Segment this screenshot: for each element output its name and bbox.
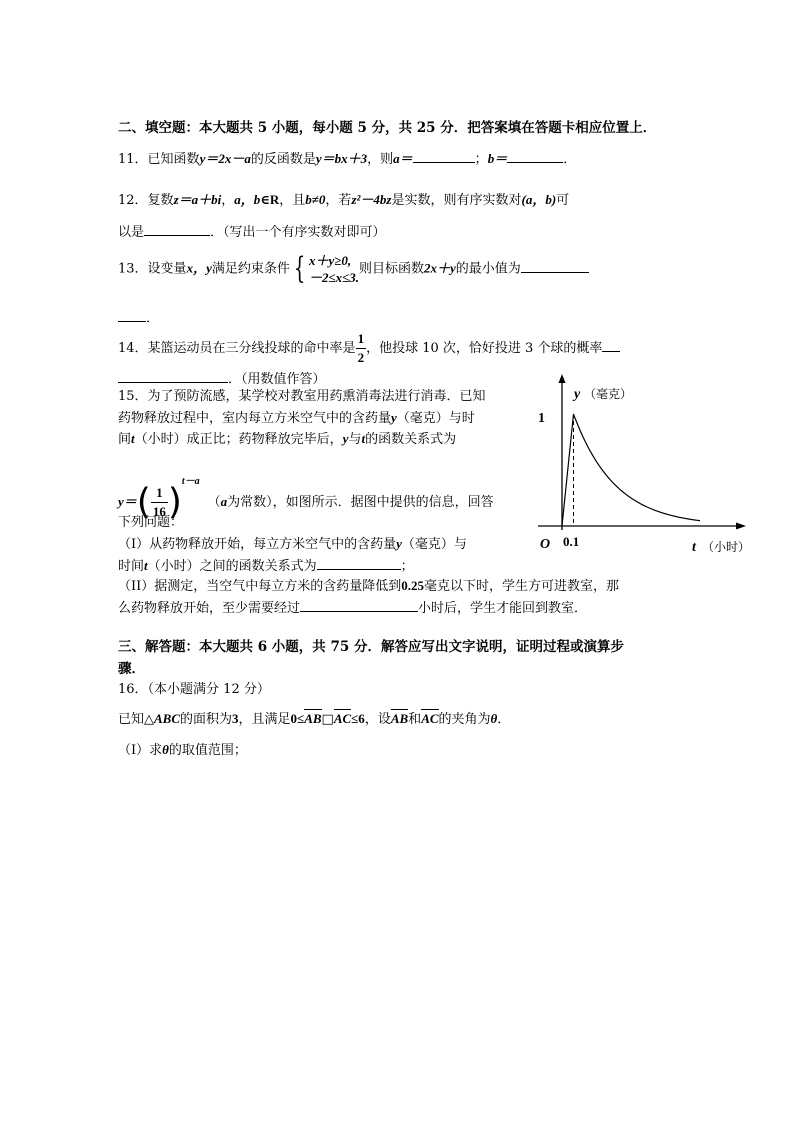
- q16-area: 3: [232, 711, 239, 726]
- q13-end: ．: [146, 311, 160, 326]
- q16-text: 已知△: [118, 712, 154, 727]
- q16-text: 的取值范围；: [168, 743, 247, 758]
- q15-formula-lhs: y＝: [118, 494, 137, 509]
- origin-label: O: [540, 537, 551, 552]
- section-3-heading-line1: 三、解答题：本大题共 6 小题，共 75 分．解答应写出文字说明，证明过程或演算步: [118, 639, 624, 655]
- question-14-line2: [118, 369, 326, 389]
- q12-vars: a，b∈: [234, 192, 270, 207]
- x-axis-arrow-icon: [736, 523, 746, 530]
- q13-text: 满足约束条件: [211, 261, 290, 277]
- q16-statement: [118, 710, 510, 729]
- q15-text: ；: [400, 559, 414, 574]
- q16-theta: θ: [490, 711, 498, 726]
- question-12-line1: [118, 191, 569, 210]
- q12-z-def: z＝a＋bi: [173, 192, 222, 207]
- q16-text: 的面积为: [180, 712, 233, 727]
- q11-text-c: ，则: [367, 152, 394, 167]
- q13-constraint-2: －2≤x≤3.: [308, 270, 359, 285]
- q14-fraction: [356, 330, 367, 367]
- q11-text-b: 的反函数是: [250, 152, 316, 167]
- q13-text: 的最小值为: [455, 261, 521, 277]
- q11-b-label: b＝: [487, 151, 508, 166]
- q15-var-t: t: [144, 558, 148, 573]
- q14-text: 某篮运动员在三分线投球的命中率是: [147, 341, 356, 356]
- q15-part1-line1: [118, 535, 467, 554]
- q13-number: 13．: [118, 261, 148, 277]
- q12-text: ，且: [279, 193, 306, 208]
- q12-answer-blank[interactable]: [144, 222, 210, 236]
- x-axis-var: t: [692, 540, 696, 555]
- q15-var-t: t: [131, 431, 135, 446]
- q11-number: 11．: [118, 152, 148, 167]
- q15-var-t: t: [361, 431, 366, 446]
- question-11: [118, 149, 576, 169]
- q16-ineq-left: 0≤: [290, 711, 305, 726]
- y-axis-var: y: [574, 387, 581, 402]
- q13-vars: x，y: [186, 260, 212, 276]
- q15-exponent: t－a: [181, 476, 200, 487]
- x-tick-label: 0.1: [563, 534, 580, 549]
- q12-number: 12．: [118, 193, 148, 208]
- q11-expr2: y＝bx＋3: [315, 151, 368, 166]
- q14-text: ．（用数值作答）: [228, 372, 326, 387]
- q15-text: 小时后，学生才能回到教室．: [418, 601, 588, 616]
- q12-text: 复数: [147, 193, 174, 208]
- section-3-heading-line2: 骤．: [118, 661, 145, 677]
- q15-line1: 15．为了预防流感，某学校对教室用药熏消毒法进行消毒．已知: [118, 389, 486, 404]
- q16-theta: θ: [162, 742, 169, 757]
- q16-text: 的夹角为: [438, 712, 491, 727]
- q15-text: （小时）成正比；药物释放完毕后，: [134, 432, 343, 447]
- q14-number: 14．: [118, 341, 148, 356]
- y-axis-arrow-icon: [559, 374, 566, 383]
- q15-text: 毫克以下时，学生方可进教室，那: [424, 579, 620, 594]
- q11-text-a: 已知函数: [147, 152, 200, 167]
- data-curve: [562, 414, 700, 526]
- q13-text: 设变量: [147, 261, 187, 277]
- q11-answer-b-blank[interactable]: [507, 149, 563, 163]
- q12-text: ，若: [325, 193, 352, 208]
- q12-text: 可: [556, 193, 570, 208]
- q15-text: 的函数关系式为: [365, 432, 457, 447]
- question-14: [118, 330, 620, 367]
- q16-ineq-right: ≤6: [351, 711, 365, 726]
- q11-end: ．: [563, 152, 577, 167]
- q11-answer-a-blank[interactable]: [413, 149, 475, 163]
- q15-frac-den: 16: [152, 504, 166, 519]
- y-tick-label: 1: [538, 411, 545, 426]
- q14-frac-den: 2: [357, 350, 365, 365]
- vector-ab: AB: [390, 711, 409, 726]
- left-paren-icon: (: [136, 481, 151, 523]
- q16-text: ，设: [364, 712, 391, 727]
- q15-part2-answer-blank[interactable]: [300, 598, 418, 612]
- left-brace-icon: {: [293, 251, 306, 286]
- section-2-heading: 二、填空题：本大题共 5 小题，每小题 5 分，共 25 分．把答案填在答题卡相应位置上．: [118, 120, 657, 136]
- q15-text: 么药物释放开始，至少需要经过: [118, 601, 301, 616]
- q12-text: 以是: [118, 225, 145, 240]
- vector-ab: AB: [304, 711, 322, 726]
- q15-part1-answer-blank[interactable]: [317, 556, 401, 570]
- question-13-line2: [118, 308, 159, 328]
- q12-expr: z²－4bz: [351, 192, 392, 207]
- q15-text: 与: [348, 432, 362, 447]
- q13-constraint-system: [309, 252, 359, 286]
- q14-answer-blank-a[interactable]: [602, 338, 620, 352]
- q16-text: （I）求: [118, 743, 163, 758]
- q13-answer-blank-a[interactable]: [521, 259, 589, 273]
- question-13: [118, 252, 589, 286]
- q13-answer-blank-b[interactable]: [118, 308, 146, 322]
- q16-text: ．: [497, 712, 511, 727]
- q14-text: ，他投球 10 次，恰好投进 3 个球的概率: [366, 341, 603, 356]
- q11-a-label: a＝: [393, 151, 413, 166]
- q15-line2: [118, 409, 475, 428]
- q16-part1: [118, 741, 247, 760]
- q16-text: ，且满足: [238, 712, 291, 727]
- q15-text: 间: [118, 432, 132, 447]
- vector-ac: AC: [421, 711, 439, 726]
- q14-answer-blank-b[interactable]: [118, 369, 228, 383]
- q16-title: 16．（本小题满分 12 分）: [118, 682, 270, 697]
- vector-ac: AC: [333, 711, 352, 726]
- q16-dot: □: [321, 712, 334, 727]
- q12-text: ．（写出一个有序实数对即可）: [210, 225, 386, 240]
- q15-text: （毫克）与: [401, 537, 467, 552]
- q13-target: 2x＋y: [424, 260, 456, 276]
- q13-text: 则目标函数: [358, 261, 424, 277]
- q15-text: （I）从药物释放开始，每立方米空气中的含药量: [118, 537, 397, 552]
- q15-text: 药物释放过程中，室内每立方米空气中的含药量: [118, 411, 392, 426]
- q15-text: 为常数），如图所示．据图中提供的信息，回答: [227, 495, 494, 510]
- q12-text: 是实数，则有序实数对: [391, 193, 522, 208]
- q12-text: ，: [221, 193, 235, 208]
- q15-graph: [520, 370, 760, 560]
- q15-frac-num: 1: [151, 484, 168, 503]
- q11-expr1: y＝2x－a: [199, 151, 251, 166]
- q11-sep: ；: [474, 152, 488, 167]
- q15-var-y: y: [396, 536, 402, 551]
- q15-text: （小时）之间的函数关系式为: [147, 559, 317, 574]
- q15-text: （: [207, 495, 221, 510]
- right-paren-icon: ): [167, 481, 182, 523]
- q13-constraint-1: x＋y≥0,: [308, 253, 352, 268]
- q12-pair: (a，b): [521, 192, 557, 207]
- q12-real-set: R: [269, 192, 280, 207]
- q15-part2-line1: [118, 577, 619, 596]
- x-axis-unit: （小时）: [702, 540, 751, 554]
- q15-var-y: y: [391, 410, 397, 425]
- q15-threshold-value: 0.25: [401, 578, 425, 593]
- q15-var-y: y: [342, 431, 349, 446]
- q15-line5: 下列问题：: [118, 515, 184, 530]
- q15-text: （II）据测定，当空气中每立方米的含药量降低到: [118, 579, 402, 594]
- q15-part1-line2: [118, 556, 414, 576]
- q14-frac-num: 1: [356, 330, 367, 349]
- y-axis-unit: （毫克）: [584, 387, 633, 401]
- q15-text: 时间: [118, 559, 145, 574]
- q15-part2-line2: [118, 598, 587, 618]
- q16-triangle: ABC: [154, 711, 181, 726]
- q15-var-a: a: [220, 494, 228, 509]
- question-12-line2: [118, 222, 386, 242]
- q12-cond: b≠0: [305, 192, 326, 207]
- q16-text: 和: [408, 712, 422, 727]
- q15-text: （毫克）与时: [396, 411, 475, 426]
- q15-line3: [118, 430, 456, 449]
